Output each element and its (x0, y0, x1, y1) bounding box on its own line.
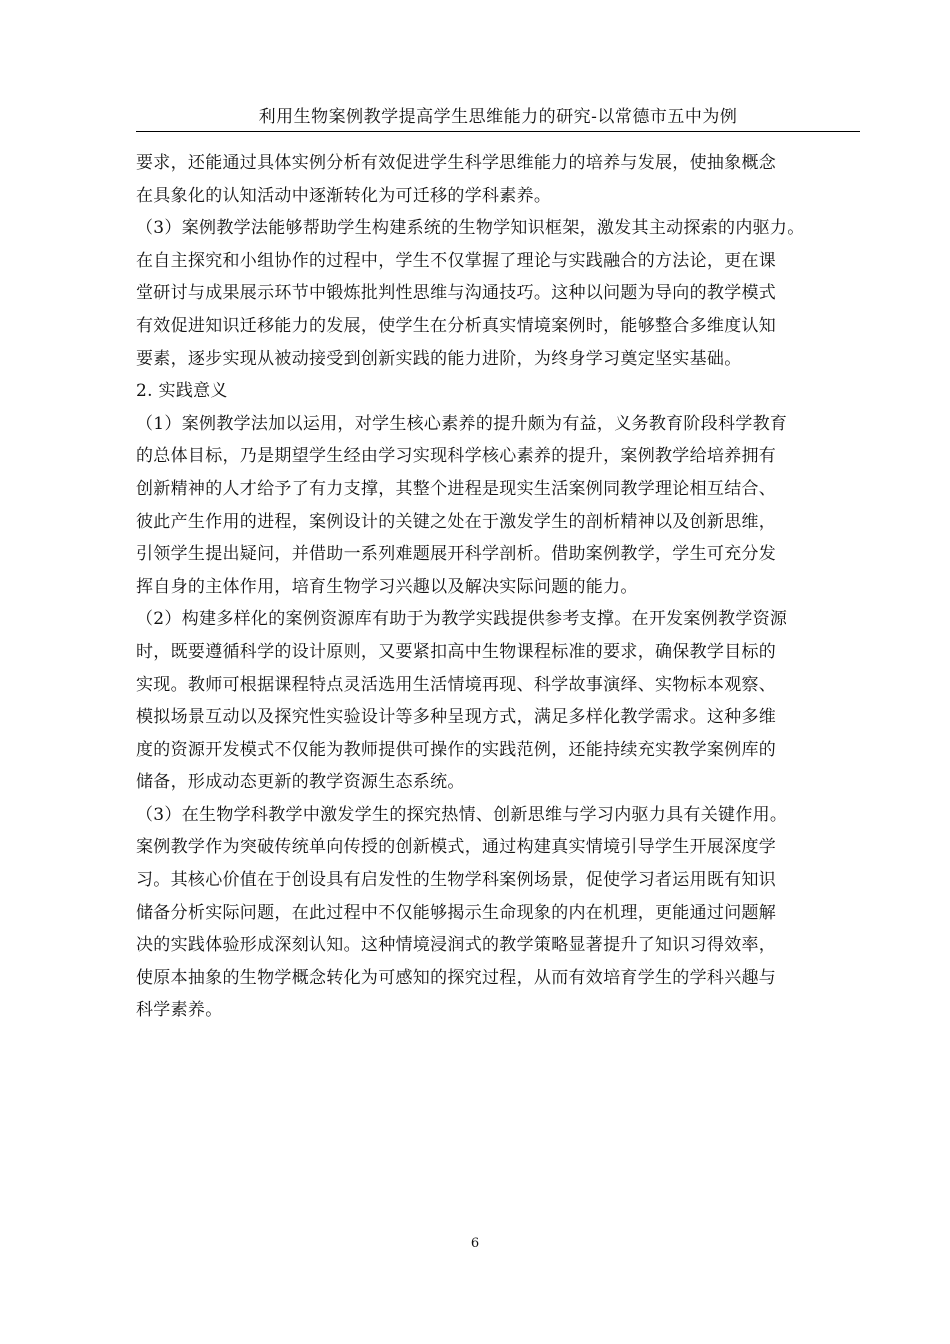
text-line: 引领学生提出疑问，并借助一系列难题展开科学剖析。借助案例教学，学生可充分发 (136, 544, 777, 565)
text-line: 堂研讨与成果展示环节中锻炼批判性思维与沟通技巧。这种以问题为导向的教学模式 (136, 283, 777, 304)
text-line: 时，既要遵循科学的设计原则，又要紧扣高中生物课程标准的要求，确保教学目标的 (136, 641, 777, 662)
text-line: 决的实践体验形成深刻认知。这种情境浸润式的教学策略显著提升了知识习得效率， (136, 935, 777, 956)
text-line: 模拟场景互动以及探究性实验设计等多种呈现方式，满足多样化教学需求。这种多维 (136, 707, 777, 728)
text-line: 使原本抽象的生物学概念转化为可感知的探究过程，从而有效培育学生的学科兴趣与 (136, 967, 777, 988)
text-line: 要求，还能通过具体实例分析有效促进学生科学思维能力的培养与发展，使抽象概念 (136, 153, 777, 173)
text-line: （2）构建多样化的案例资源库有助于为教学实践提供参考支撑。在开发案例教学资源 (136, 609, 788, 630)
text-line: 的总体目标，乃是期望学生经由学习实现科学核心素养的提升，案例教学给培养拥有 (136, 446, 777, 467)
text-line: 创新精神的人才给予了有力支撑，其整个进程是现实生活案例同教学理论相互结合、 (136, 478, 777, 499)
text-line: 度的资源开发模式不仅能为教师提供可操作的实践范例，还能持续充实教学案例库的 (136, 739, 777, 760)
text-line: 案例教学作为突破传统单向传授的创新模式，通过构建真实情境引导学生开展深度学 (136, 837, 777, 858)
text-line: 储备分析实际问题，在此过程中不仅能够揭示生命现象的内在机理，更能通过问题解 (136, 902, 777, 923)
text-line: 挥自身的主体作用，培育生物学习兴趣以及解决实际问题的能力。 (136, 576, 638, 597)
text-line: 彼此产生作用的进程，案例设计的关键之处在于激发学生的剖析精神以及创新思维， (136, 511, 777, 532)
text-line: （3）案例教学法能够帮助学生构建系统的生物学知识框架，激发其主动探索的内驱力。 (136, 218, 805, 239)
header-rule (136, 131, 860, 132)
text-line: 实现。教师可根据课程特点灵活选用生活情境再现、科学故事演绎、实物标本观察、 (136, 674, 777, 695)
text-line: （3）在生物学科教学中激发学生的探究热情、创新思维与学习内驱力具有关键作用。 (136, 804, 788, 825)
page-number: 6 (470, 1236, 480, 1251)
body-text (136, 147, 860, 1027)
text-line: （1）案例教学法加以运用，对学生核心素养的提升颇为有益，义务教育阶段科学教育 (136, 413, 788, 434)
text-line: 要素，逐步实现从被动接受到创新实践的能力进阶，为终身学习奠定坚实基础。 (136, 348, 742, 369)
text-line: 在具象化的认知活动中逐渐转化为可迁移的学科素养。 (136, 185, 552, 206)
section-heading: 2. 实践意义 (136, 381, 228, 402)
running-header: 利用生物案例教学提高学生思维能力的研究-以常德市五中为例 (258, 107, 738, 127)
text-line: 有效促进知识迁移能力的发展，使学生在分析真实情境案例时，能够整合多维度认知 (136, 315, 777, 336)
text-line: 在自主探究和小组协作的过程中，学生不仅掌握了理论与实践融合的方法论，更在课 (136, 250, 777, 271)
text-line: 习。其核心价值在于创设具有启发性的生物学科案例场景，促使学习者运用既有知识 (136, 870, 777, 891)
text-line: 科学素养。 (136, 1000, 223, 1021)
text-line: 储备，形成动态更新的教学资源生态系统。 (136, 772, 465, 793)
